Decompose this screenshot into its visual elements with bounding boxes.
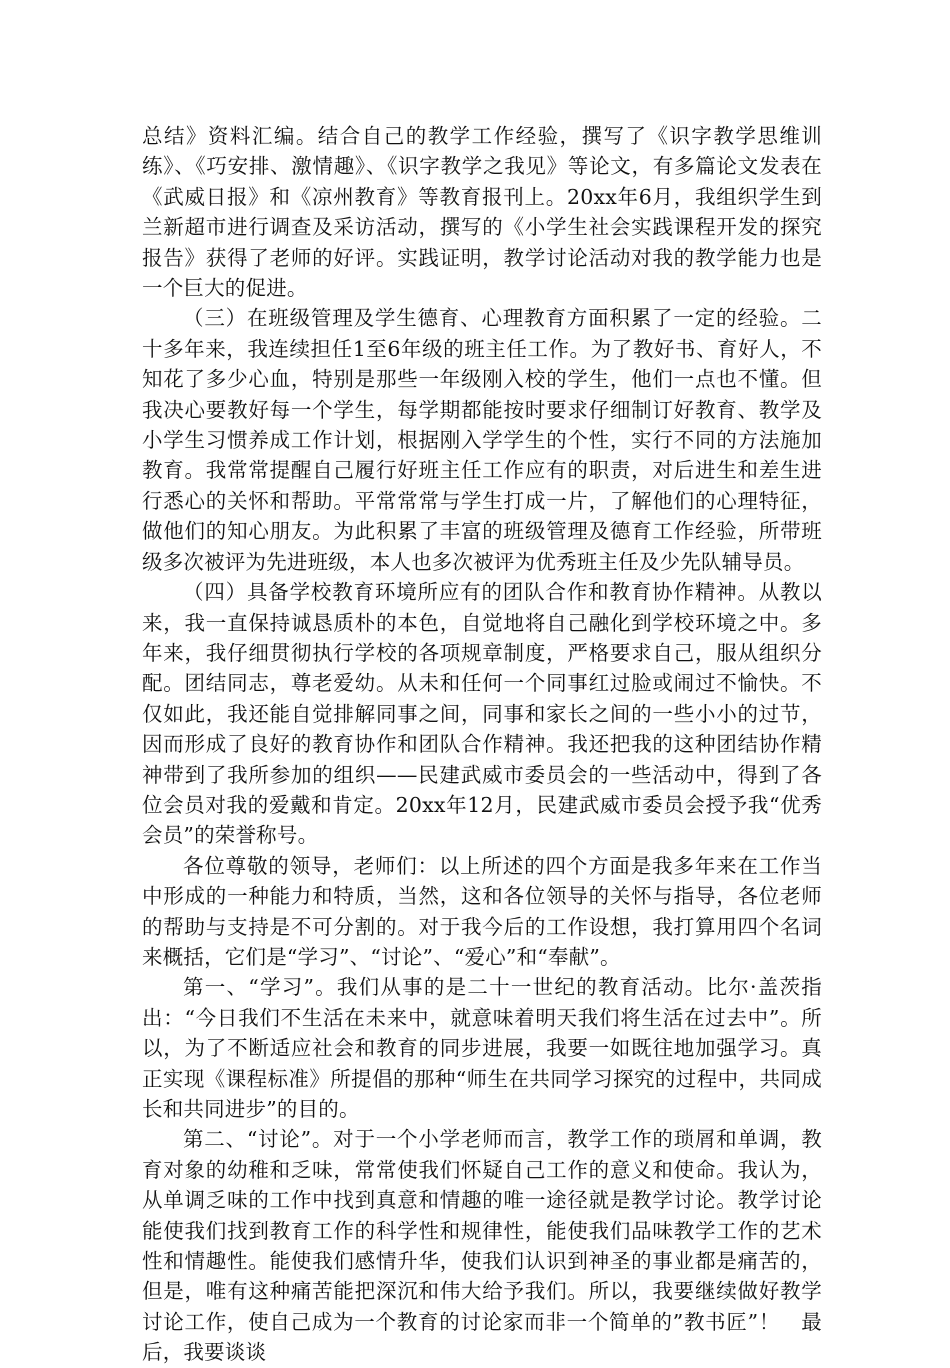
paragraph-1: 总结》资料汇编。结合自己的教学工作经验，撰写了《识字教学思维训练》、《巧安排、激情趣》、《识字教学之我见》等论文，有多篇论文发表在《武威日报》和《凉州教育》等教育报刊上。20xx年6月，我组织学生到兰新超市进行调查及采访活动，撰写的《小学生社会实践课程开发的探究报告》获得了老师的好评。实践证明，教学讨论活动对我的教学能力也是一个巨大的促进。: [142, 124, 822, 301]
document-body: [142, 121, 822, 1368]
paragraph-6: 第二、“讨论”。对于一个小学老师而言，教学工作的琐屑和单调，教育对象的幼稚和乏味，常常使我们怀疑自己工作的意义和使命。我认为，从单调乏味的工作中找到真意和情趣的唯一途径就是教学讨论。教学讨论能使我们找到教育工作的科学性和规律性，能使我们品味教学工作的艺术性和情趣性。能使我们感情升华，使我们认识到神圣的事业都是痛苦的，但是，唯有这种痛苦能把深沉和伟大给予我们。所以，我要继续做好教学讨论工作，使自己成为一个教育的讨论家而非一个简单的”教书匠”！ 最后，我要谈谈: [142, 1127, 822, 1365]
paragraph-5: 第一、“学习”。我们从事的是二十一世纪的教育活动。比尔·盖茨指出：“今日我们不生活在未来中，就意味着明天我们将生活在过去中”。所以，为了不断适应社会和教育的同步进展，我要一如既往地加强学习。真正实现《课程标准》所提倡的那种“师生在共同学习探究的过程中，共同成长和共同进步”的目的。: [142, 975, 822, 1121]
paragraph-4: 各位尊敬的领导，老师们：以上所述的四个方面是我多年来在工作当中形成的一种能力和特质，当然，这和各位领导的关怀与指导，各位老师的帮助与支持是不可分割的。对于我今后的工作设想，我打算用四个名词来概括，它们是“学习”、“讨论”、“爱心”和“奉献”。: [142, 853, 822, 969]
paragraph-3: （四）具备学校教育环境所应有的团队合作和教育协作精神。从教以来，我一直保持诚恳质朴的本色，自觉地将自己融化到学校环境之中。多年来，我仔细贯彻执行学校的各项规章制度，严格要求自己，服从组织分配。团结同志，尊老爱幼。从未和任何一个同事红过脸或闹过不愉快。不仅如此，我还能自觉排解同事之间，同事和家长之间的一些小小的过节，因而形成了良好的教育协作和团队合作精神。我还把我的这种团结协作精神带到了我所参加的组织——民建武威市委员会的一些活动中，得到了各位会员对我的爱戴和肯定。20xx年12月，民建武威市委员会授予我“优秀会员”的荣誉称号。: [142, 580, 822, 848]
paragraph-2: （三）在班级管理及学生德育、心理教育方面积累了一定的经验。二十多年来，我连续担任1至6年级的班主任工作。为了教好书、育好人，不知花了多少心血，特别是那些一年级刚入校的学生，他们一点也不懂。但我决心要教好每一个学生，每学期都能按时要求仔细制订好教育、教学及小学生习惯养成工作计划，根据刚入学学生的个性，实行不同的方法施加教育。我常常提醒自己履行好班主任工作应有的职责，对后进生和差生进行悉心的关怀和帮助。平常常常与学生打成一片，了解他们的心理特征，做他们的知心朋友。为此积累了丰富的班级管理及德育工作经验，所带班级多次被评为先进班级，本人也多次被评为优秀班主任及少先队辅导员。: [142, 306, 822, 574]
